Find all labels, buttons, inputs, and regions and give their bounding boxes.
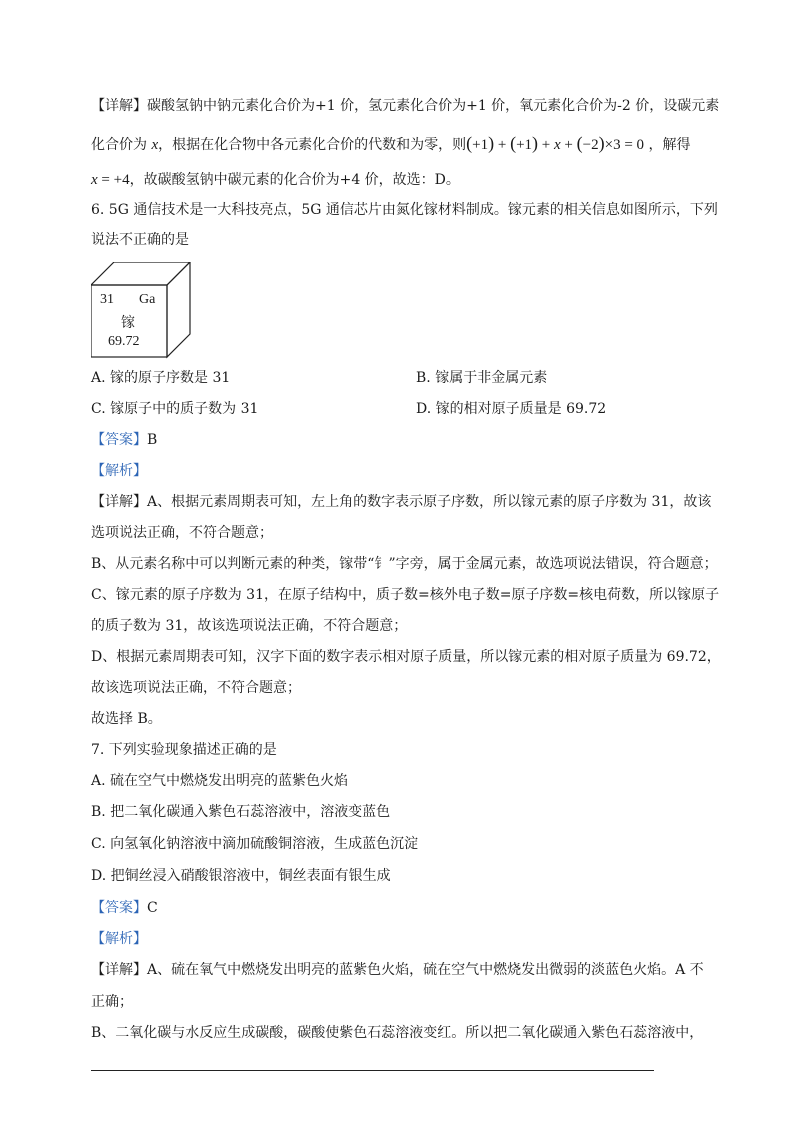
q6-option-d: D. 镓的相对原子质量是 69.72: [416, 401, 607, 417]
q5-detail-line-2: [91, 133, 690, 155]
element-cube-outline: [91, 262, 191, 362]
eq-term-b: +1: [516, 137, 533, 153]
q5-detail-text-2a: 化合价为: [91, 137, 152, 153]
q6-stem-line-2: 说法不正确的是: [91, 232, 189, 248]
q6-option-c: C. 镓原子中的质子数为 31: [91, 401, 259, 417]
page-footer-rule: [91, 1070, 654, 1071]
q7-stem: 7. 下列实验现象描述正确的是: [91, 742, 277, 758]
q6-explanation-line-7: 故该选项说法正确，不符合题意；: [91, 680, 301, 696]
eq-variable-x: x: [554, 137, 561, 153]
answer-value: B: [147, 432, 158, 448]
eq-plus: +: [497, 137, 507, 153]
q7-option-b: B. 把二氧化碳通入紫色石蕊溶液中，溶液变蓝色: [91, 804, 391, 820]
q6-option-a: A. 镓的原子序数是 31: [91, 370, 231, 386]
q7-exp-text-1: A、硫在氧气中燃烧发出明亮的蓝紫色火焰，硫在空气中燃烧发出微弱的淡蓝色火焰。A 不: [147, 962, 704, 978]
eq-plus: +: [564, 137, 573, 153]
answer-value: C: [147, 900, 158, 916]
q5-detail-text-1: 碳酸氢钠中钠元素化合价为+1 价，氢元素化合价为+1 价，氧元素化合价为-2 价，设碳元素: [147, 98, 720, 114]
variable-x: x: [91, 172, 98, 188]
answer-tag: 【答案】: [91, 432, 147, 448]
q6-explanation-line-5: 的质子数为 31，故该选项说法正确，不符合题意；: [91, 618, 408, 634]
q6-stem-line-1: 6. 5G 通信技术是一大科技亮点，5G 通信芯片由氮化镓材料制成。镓元素的相关信息如图所示，下列: [91, 202, 718, 218]
result-equation: = +4: [97, 172, 130, 188]
q6-exp-text-1: A、根据元素周期表可知，左上角的数字表示原子序数，所以镓元素的原子序数为 31，故该: [147, 494, 712, 510]
detail-tag: 【详解】: [91, 494, 147, 510]
q5-detail-line-3: [91, 170, 460, 190]
element-card-gallium: [91, 262, 191, 362]
q7-option-c: C. 向氢氧化钠溶液中滴加硫酸铜溶液，生成蓝色沉淀: [91, 836, 419, 852]
q6-explanation-line-3: B、从元素名称中可以判断元素的种类，镓带“钅”字旁，属于金属元素，故选项说法错误，符合题意；: [91, 556, 718, 572]
q6-option-b: B. 镓属于非金属元素: [416, 370, 548, 386]
answer-tag: 【答案】: [91, 900, 147, 916]
q5-detail-line-1: [91, 96, 719, 116]
q6-explanation-line-6: D、根据元素周期表可知，汉字下面的数字表示相对原子质量，所以镓元素的相对原子质量为 69.72，: [91, 649, 721, 665]
q7-explanation-line-3: B、二氧化碳与水反应生成碳酸，碳酸使紫色石蕊溶液变红。所以把二氧化碳通入紫色石蕊溶液中，: [91, 1025, 704, 1041]
q6-analysis-tag: 【解析】: [91, 463, 147, 479]
eq-term-c: −2: [582, 137, 599, 153]
q5-detail-text-2c: ，解得: [648, 137, 691, 153]
detail-tag: 【详解】: [91, 98, 147, 114]
q6-explanation-line-2: 选项说法正确，不符合题意；: [91, 525, 273, 541]
detail-tag: 【详解】: [91, 962, 147, 978]
q7-option-a: A. 硫在空气中燃烧发出明亮的蓝紫色火焰: [91, 773, 349, 789]
q7-option-d: D. 把铜丝浸入硝酸银溶液中，铜丝表面有银生成: [91, 868, 391, 884]
variable-x: x: [151, 137, 159, 153]
q5-detail-text-3: ，故碳酸氢钠中碳元素的化合价为+4 价，故选：D。: [129, 172, 460, 188]
q6-conclusion: 故选择 B。: [91, 711, 162, 727]
q7-analysis-tag: 【解析】: [91, 931, 147, 947]
element-symbol: Ga: [139, 292, 156, 307]
q5-detail-text-2b: ，根据在化合物中各元素化合价的代数和为零，则: [158, 137, 467, 153]
q7-answer: [91, 898, 158, 918]
element-name: 镓: [121, 316, 135, 331]
valence-equation: (+1) + (+1) + x + (−2)×3 = 0: [466, 133, 645, 153]
eq-plus: +: [541, 137, 551, 153]
q6-answer: [91, 430, 157, 450]
element-atomic-mass: 69.72: [108, 334, 140, 349]
eq-term-a: +1: [472, 137, 489, 153]
q6-explanation-line-4: C、镓元素的原子序数为 31，在原子结构中，质子数=核外电子数=原子序数=核电荷数，所以镓原子: [91, 587, 720, 603]
element-atomic-number: 31: [100, 292, 114, 307]
q6-explanation-line-1: [91, 492, 711, 512]
q7-explanation-line-2: 正确；: [91, 994, 133, 1010]
eq-tail: ×3 = 0: [604, 137, 645, 153]
q7-explanation-line-1: [91, 960, 704, 980]
